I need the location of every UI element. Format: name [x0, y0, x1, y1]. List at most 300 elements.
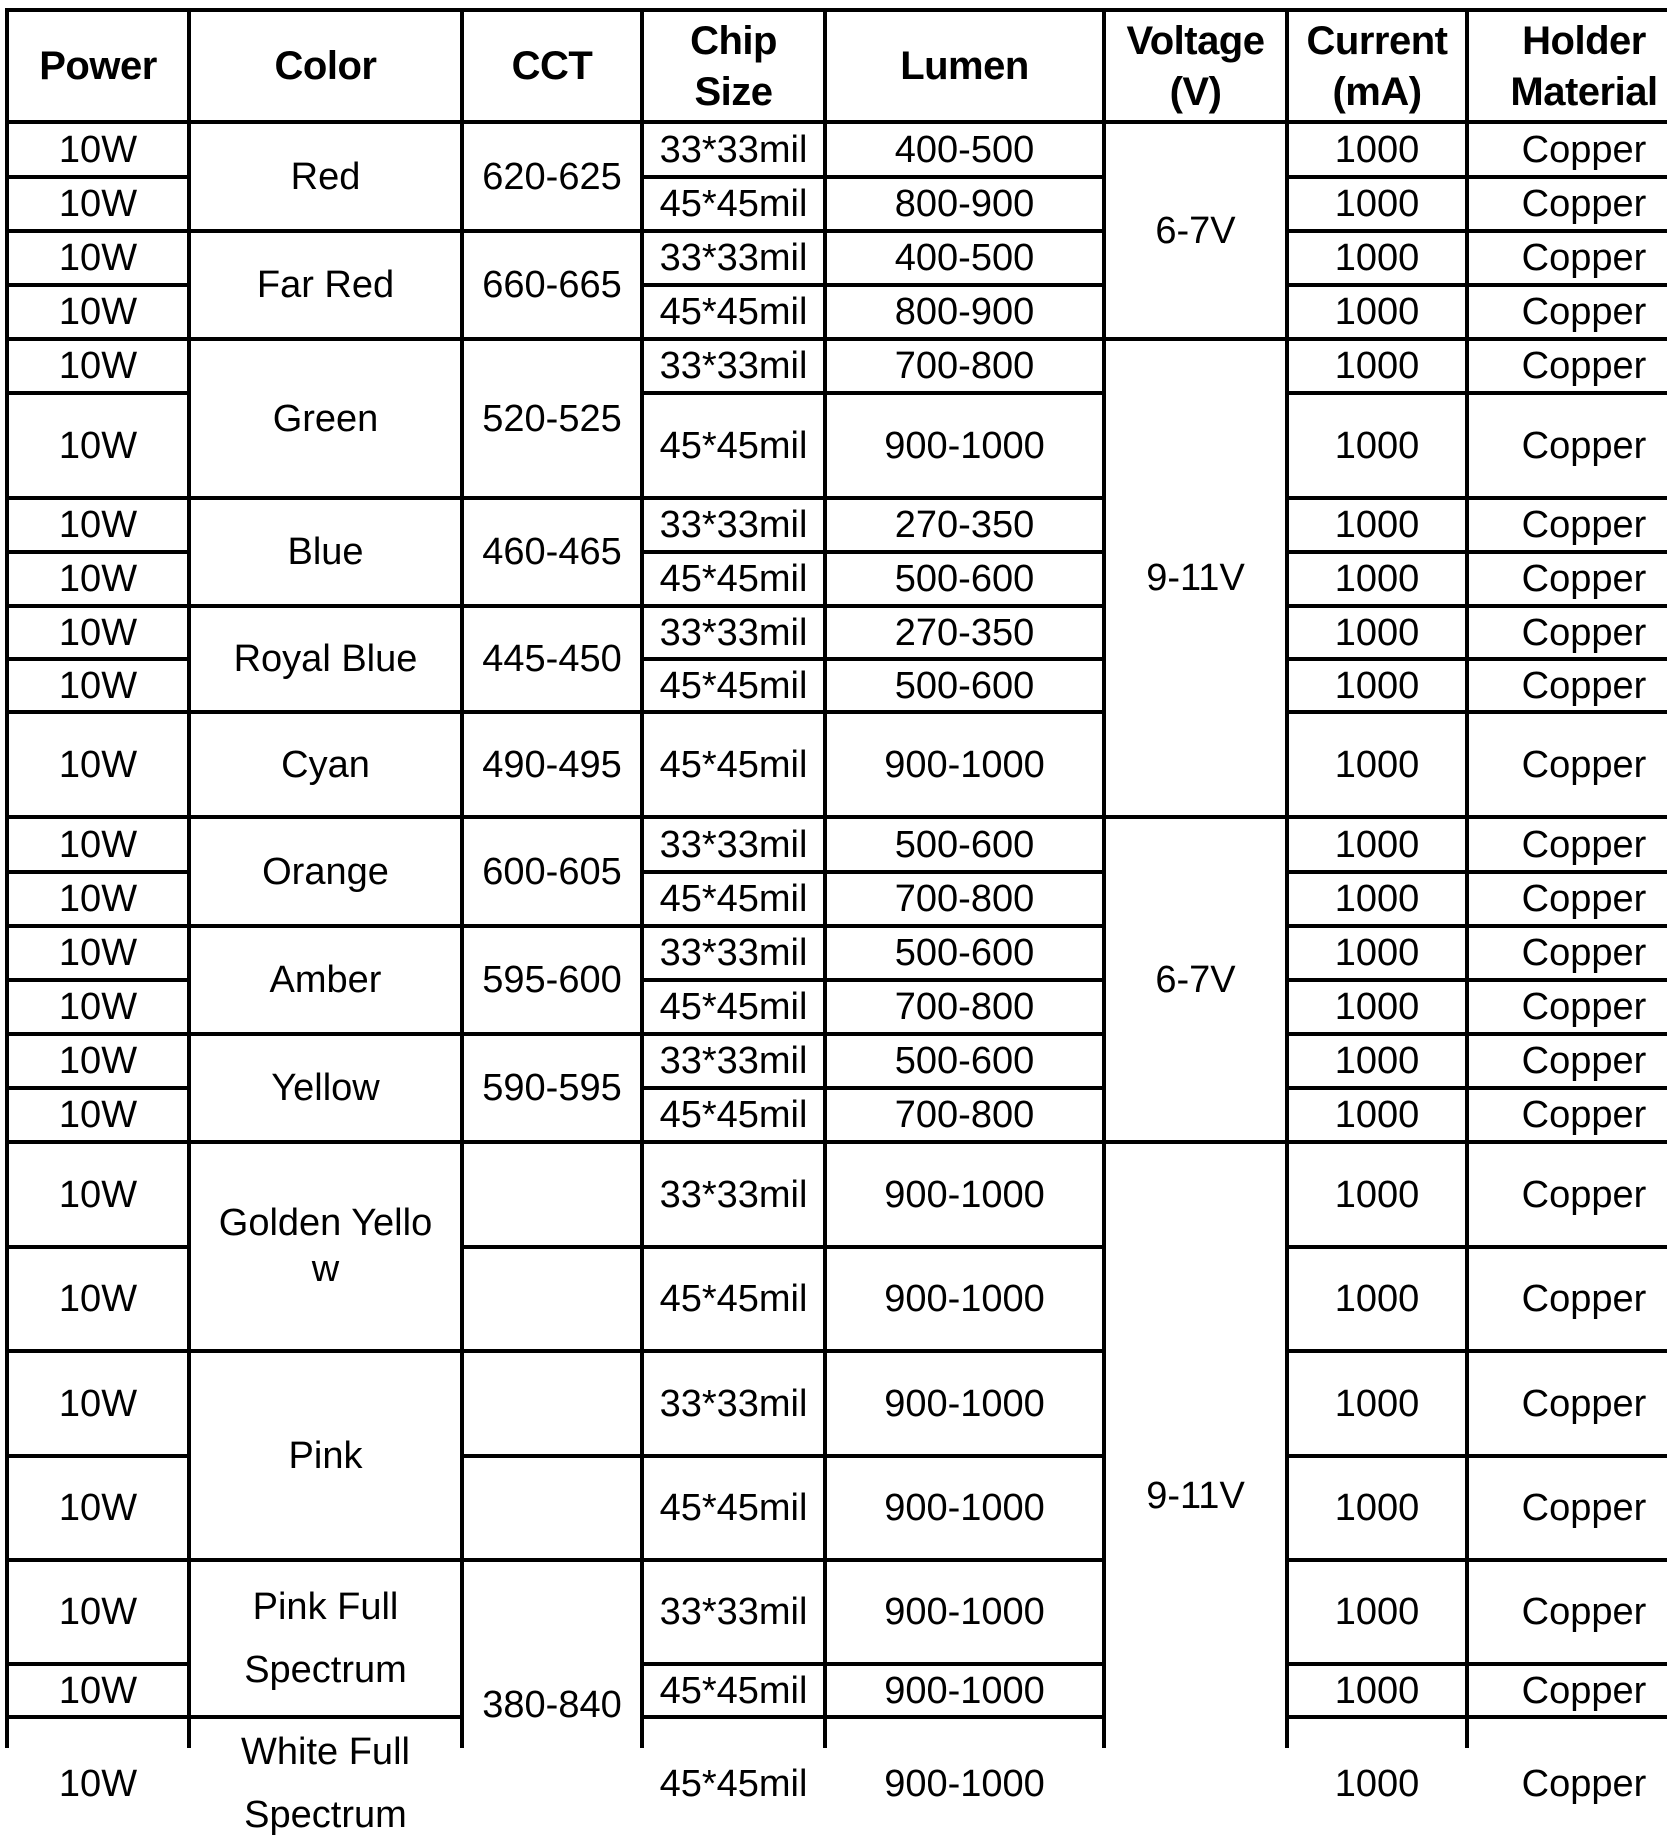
voltage-cell: [1106, 341, 1285, 815]
holder-material-cell-text: Copper: [1521, 1669, 1647, 1712]
color-cell: [191, 714, 460, 815]
color-cell: [191, 928, 460, 1032]
power-cell-text: 10W: [58, 932, 138, 975]
led-spec-table: [5, 8, 1667, 1836]
current-cell: [1289, 1144, 1465, 1245]
current-cell: [1289, 287, 1465, 337]
header-current-line1: Current: [1306, 18, 1448, 63]
power-cell: [9, 714, 187, 815]
current-cell-text: 1000: [1334, 878, 1420, 921]
voltage-cell-text: 6-7V: [1155, 958, 1236, 1001]
current-cell-text: 1000: [1334, 1040, 1420, 1083]
current-cell-text: 1000: [1334, 183, 1420, 226]
holder-material-cell: [1469, 714, 1671, 815]
lumen-cell: [827, 1562, 1102, 1662]
lumen-cell: [827, 874, 1102, 924]
power-cell: [9, 819, 187, 870]
holder-material-cell: [1469, 395, 1671, 496]
holder-material-cell-text: Copper: [1521, 823, 1647, 866]
holder-material-cell-text: Copper: [1521, 558, 1647, 601]
holder-material-cell: [1469, 500, 1671, 550]
power-cell: [9, 874, 187, 924]
lumen-cell: [827, 287, 1102, 337]
lumen-cell-text: 900-1000: [884, 1278, 1045, 1321]
lumen-cell-text: 700-800: [894, 878, 1035, 921]
holder-material-cell-text: Copper: [1521, 183, 1647, 226]
current-cell-text: 1000: [1334, 664, 1420, 707]
holder-material-cell: [1469, 608, 1671, 657]
holder-material-cell-text: Copper: [1521, 611, 1647, 654]
header-voltage-line2: (V): [1169, 70, 1222, 114]
color-cell: [191, 1353, 460, 1558]
lumen-cell-text: 800-900: [894, 183, 1035, 226]
power-cell-text: 10W: [58, 743, 138, 786]
power-cell-text: 10W: [58, 558, 138, 601]
holder-material-cell: [1469, 1666, 1671, 1715]
cct-cell-text: 460-465: [482, 531, 622, 574]
lumen-cell: [827, 982, 1102, 1032]
chip-size-cell-text: 45*45mil: [659, 291, 808, 334]
holder-material-cell-text: Copper: [1521, 1040, 1647, 1083]
cct-cell: [464, 124, 640, 229]
chip-size-cell-text: 33*33mil: [659, 1040, 808, 1083]
chip-size-cell: [644, 982, 823, 1032]
current-cell: [1289, 1458, 1465, 1558]
color-cell: [191, 1562, 460, 1715]
chip-size-cell-text: 45*45mil: [659, 424, 808, 467]
cct-cell-text: 490-495: [482, 743, 622, 786]
chip-size-cell: [644, 928, 823, 978]
current-cell-text: 1000: [1334, 424, 1420, 467]
voltage-cell: [1106, 1144, 1285, 1848]
holder-material-cell-text: Copper: [1521, 1173, 1647, 1216]
voltage-cell-text: 6-7V: [1155, 209, 1236, 252]
power-cell-text: 10W: [58, 986, 138, 1029]
header-voltage-line1: Voltage: [1126, 18, 1265, 63]
power-cell-text: 10W: [58, 1040, 138, 1083]
cct-cell-text: 380-840: [482, 1684, 622, 1727]
power-cell: [9, 341, 187, 391]
chip-size-cell-text: 33*33mil: [659, 1591, 808, 1634]
current-cell: [1289, 124, 1465, 175]
lumen-cell: [827, 608, 1102, 657]
current-cell: [1289, 714, 1465, 815]
holder-material-cell: [1469, 179, 1671, 229]
holder-material-cell-text: Copper: [1521, 878, 1647, 921]
current-cell-text: 1000: [1334, 504, 1420, 547]
color-cell-text: Amber: [269, 959, 382, 1002]
chip-size-cell: [644, 819, 823, 870]
chip-size-cell-text: 45*45mil: [659, 183, 808, 226]
cct-cell: [464, 1458, 640, 1558]
power-cell: [9, 1666, 187, 1715]
current-cell: [1289, 661, 1465, 710]
color-cell: [191, 1719, 460, 1848]
chip-size-cell-text: 33*33mil: [659, 932, 808, 975]
color-cell-text: Yellow: [271, 1067, 380, 1110]
current-cell-text: 1000: [1334, 237, 1420, 280]
header-voltage: [1106, 12, 1285, 120]
lumen-cell: [827, 395, 1102, 496]
holder-material-cell-text: Copper: [1521, 128, 1647, 171]
chip-size-cell: [644, 714, 823, 815]
chip-size-cell-text: 45*45mil: [659, 664, 808, 707]
current-cell-text: 1000: [1334, 1669, 1420, 1712]
holder-material-cell-text: Copper: [1521, 345, 1647, 388]
chip-size-cell-text: 45*45mil: [659, 743, 808, 786]
lumen-cell-text: 500-600: [894, 664, 1035, 707]
cct-cell: [464, 608, 640, 710]
chip-size-cell: [644, 608, 823, 657]
chip-size-cell: [644, 1719, 823, 1848]
power-cell: [9, 661, 187, 710]
header-color: [191, 12, 460, 120]
header-voltage-label: [1126, 16, 1264, 118]
holder-material-cell: [1469, 1144, 1671, 1245]
power-cell-text: 10W: [58, 291, 138, 334]
current-cell-text: 1000: [1334, 986, 1420, 1029]
lumen-cell: [827, 1353, 1102, 1454]
chip-size-cell-text: 45*45mil: [659, 1669, 808, 1712]
current-cell-text: 1000: [1334, 1591, 1420, 1634]
power-cell: [9, 554, 187, 604]
lumen-cell: [827, 1719, 1102, 1848]
holder-material-cell: [1469, 287, 1671, 337]
lumen-cell: [827, 1090, 1102, 1140]
chip-size-cell-text: 33*33mil: [659, 128, 808, 171]
color-cell-text: [241, 1721, 410, 1846]
current-cell: [1289, 1036, 1465, 1086]
cct-cell-text: 590-595: [482, 1067, 622, 1110]
current-cell: [1289, 554, 1465, 604]
holder-material-cell-text: Copper: [1521, 1094, 1647, 1137]
chip-size-cell-text: 45*45mil: [659, 1762, 808, 1805]
chip-size-cell: [644, 1249, 823, 1349]
current-cell: [1289, 1562, 1465, 1662]
current-cell: [1289, 1666, 1465, 1715]
power-cell: [9, 1144, 187, 1245]
holder-material-cell-text: Copper: [1521, 1762, 1647, 1805]
holder-material-cell-text: Copper: [1521, 1487, 1647, 1530]
power-cell-text: 10W: [58, 1094, 138, 1137]
power-cell-text: 10W: [58, 345, 138, 388]
header-chip-line2: Size: [694, 70, 773, 114]
cct-cell: [464, 714, 640, 815]
current-cell-text: 1000: [1334, 1278, 1420, 1321]
color-cell-line: Spectrum: [244, 1793, 407, 1836]
lumen-cell-text: 500-600: [894, 823, 1035, 866]
lumen-cell: [827, 661, 1102, 710]
power-cell: [9, 982, 187, 1032]
chip-size-cell: [644, 874, 823, 924]
lumen-cell-text: 900-1000: [884, 1487, 1045, 1530]
power-cell-text: 10W: [58, 664, 138, 707]
lumen-cell: [827, 714, 1102, 815]
power-cell: [9, 1562, 187, 1662]
power-cell-text: 10W: [58, 1382, 138, 1425]
current-cell-text: 1000: [1334, 611, 1420, 654]
chip-size-cell: [644, 500, 823, 550]
header-holder-material: [1469, 12, 1671, 120]
lumen-cell-text: 500-600: [894, 932, 1035, 975]
current-cell-text: 1000: [1334, 291, 1420, 334]
cct-cell-text: 595-600: [482, 959, 622, 1002]
chip-size-cell-text: 33*33mil: [659, 504, 808, 547]
power-cell-text: 10W: [58, 1591, 138, 1634]
power-cell: [9, 287, 187, 337]
chip-size-cell: [644, 179, 823, 229]
chip-size-cell-text: 45*45mil: [659, 986, 808, 1029]
power-cell-text: 10W: [58, 237, 138, 280]
lumen-cell: [827, 819, 1102, 870]
chip-size-cell: [644, 1144, 823, 1245]
chip-size-cell: [644, 1090, 823, 1140]
current-cell-text: 1000: [1334, 1762, 1420, 1805]
header-current: [1289, 12, 1465, 120]
voltage-cell-text: 9-11V: [1146, 557, 1245, 600]
header-power-label: Power: [39, 44, 157, 89]
chip-size-cell: [644, 341, 823, 391]
current-cell: [1289, 874, 1465, 924]
color-cell: [191, 1144, 460, 1349]
header-power: [9, 12, 187, 120]
cct-cell-text: 600-605: [482, 850, 622, 893]
holder-material-cell: [1469, 341, 1671, 391]
current-cell-text: 1000: [1334, 1382, 1420, 1425]
power-cell-text: 10W: [58, 1487, 138, 1530]
lumen-cell: [827, 1666, 1102, 1715]
current-cell: [1289, 819, 1465, 870]
chip-size-cell: [644, 1353, 823, 1454]
lumen-cell-text: 400-500: [894, 128, 1035, 171]
lumen-cell-text: 900-1000: [884, 424, 1045, 467]
holder-material-cell: [1469, 819, 1671, 870]
holder-material-cell: [1469, 874, 1671, 924]
color-cell: [191, 1036, 460, 1140]
current-cell: [1289, 179, 1465, 229]
current-cell: [1289, 928, 1465, 978]
lumen-cell-text: 500-600: [894, 558, 1035, 601]
header-chip-size-label: [690, 16, 777, 118]
current-cell: [1289, 1719, 1465, 1848]
lumen-cell-text: 270-350: [894, 504, 1035, 547]
color-cell-line: w: [311, 1247, 340, 1290]
lumen-cell: [827, 500, 1102, 550]
power-cell: [9, 233, 187, 283]
lumen-cell-text: 500-600: [894, 1040, 1035, 1083]
power-cell: [9, 1719, 187, 1848]
holder-material-cell-text: Copper: [1521, 1382, 1647, 1425]
lumen-cell: [827, 233, 1102, 283]
lumen-cell: [827, 928, 1102, 978]
header-lumen: [827, 12, 1102, 120]
power-cell-text: 10W: [58, 1669, 138, 1712]
lumen-cell-text: 700-800: [894, 1094, 1035, 1137]
power-cell-text: 10W: [58, 424, 138, 467]
lumen-cell-text: 900-1000: [884, 1173, 1045, 1216]
holder-material-cell-text: Copper: [1521, 424, 1647, 467]
lumen-cell: [827, 1458, 1102, 1558]
current-cell: [1289, 1353, 1465, 1454]
header-chip-line1: Chip: [690, 18, 777, 63]
header-cct-label: CCT: [511, 44, 593, 89]
chip-size-cell: [644, 233, 823, 283]
color-cell-text: Cyan: [281, 743, 370, 786]
holder-material-cell: [1469, 1458, 1671, 1558]
lumen-cell: [827, 554, 1102, 604]
color-cell: [191, 608, 460, 710]
holder-material-cell-text: Copper: [1521, 1278, 1647, 1321]
cct-cell: [464, 1144, 640, 1245]
current-cell-text: 1000: [1334, 128, 1420, 171]
cct-cell: [464, 233, 640, 337]
holder-material-cell: [1469, 124, 1671, 175]
current-cell: [1289, 500, 1465, 550]
power-cell-text: 10W: [58, 504, 138, 547]
lumen-cell-text: 900-1000: [884, 743, 1045, 786]
holder-material-cell: [1469, 1090, 1671, 1140]
color-cell-line: White Full: [241, 1730, 410, 1773]
header-current-label: [1307, 16, 1448, 118]
header-holder-line2: Material: [1510, 70, 1658, 114]
chip-size-cell: [644, 124, 823, 175]
holder-material-cell-text: Copper: [1521, 664, 1647, 707]
color-cell: [191, 124, 460, 229]
chip-size-cell-text: 33*33mil: [659, 1382, 808, 1425]
power-cell: [9, 1036, 187, 1086]
power-cell-text: 10W: [58, 183, 138, 226]
power-cell: [9, 1353, 187, 1454]
holder-material-cell-text: Copper: [1521, 504, 1647, 547]
header-cct: [464, 12, 640, 120]
cct-cell-text: 660-665: [482, 264, 622, 307]
current-cell-text: 1000: [1334, 932, 1420, 975]
chip-size-cell: [644, 661, 823, 710]
color-cell: [191, 233, 460, 337]
color-cell: [191, 500, 460, 604]
lumen-cell-text: 900-1000: [884, 1591, 1045, 1634]
color-cell-text: [244, 1576, 407, 1701]
cct-cell: [464, 819, 640, 924]
voltage-cell-text: 9-11V: [1146, 1475, 1245, 1518]
power-cell: [9, 179, 187, 229]
lumen-cell: [827, 1249, 1102, 1349]
holder-material-cell-text: Copper: [1521, 237, 1647, 280]
cct-cell: [464, 341, 640, 496]
power-cell: [9, 124, 187, 175]
lumen-cell: [827, 341, 1102, 391]
power-cell-text: 10W: [58, 128, 138, 171]
holder-material-cell: [1469, 982, 1671, 1032]
lumen-cell: [827, 124, 1102, 175]
power-cell: [9, 395, 187, 496]
chip-size-cell-text: 33*33mil: [659, 345, 808, 388]
chip-size-cell-text: 33*33mil: [659, 611, 808, 654]
current-cell: [1289, 608, 1465, 657]
color-cell-line: Pink Full: [252, 1585, 399, 1628]
current-cell-text: 1000: [1334, 558, 1420, 601]
lumen-cell: [827, 179, 1102, 229]
chip-size-cell: [644, 1036, 823, 1086]
holder-material-cell: [1469, 1353, 1671, 1454]
chip-size-cell: [644, 395, 823, 496]
power-cell: [9, 608, 187, 657]
color-cell-text: Green: [272, 397, 379, 440]
current-cell-text: 1000: [1334, 1173, 1420, 1216]
cct-cell: [464, 1249, 640, 1349]
lumen-cell: [827, 1036, 1102, 1086]
cct-cell-text: 445-450: [482, 638, 622, 681]
header-lumen-label: Lumen: [900, 44, 1029, 89]
lumen-cell-text: 900-1000: [884, 1669, 1045, 1712]
color-cell-text: Royal Blue: [233, 638, 418, 681]
holder-material-cell: [1469, 1719, 1671, 1848]
chip-size-cell-text: 33*33mil: [659, 823, 808, 866]
color-cell-line: Spectrum: [244, 1648, 407, 1691]
power-cell: [9, 928, 187, 978]
lumen-cell-text: 400-500: [894, 237, 1035, 280]
chip-size-cell-text: 45*45mil: [659, 878, 808, 921]
lumen-cell: [827, 1144, 1102, 1245]
chip-size-cell: [644, 1458, 823, 1558]
power-cell-text: 10W: [58, 1278, 138, 1321]
chip-size-cell: [644, 1666, 823, 1715]
color-cell-line: Golden Yello: [218, 1201, 433, 1244]
voltage-cell: [1106, 819, 1285, 1140]
chip-size-cell-text: 33*33mil: [659, 237, 808, 280]
chip-size-cell-text: 45*45mil: [659, 1094, 808, 1137]
cct-cell-text: 620-625: [482, 155, 622, 198]
chip-size-cell-text: 45*45mil: [659, 558, 808, 601]
header-holder-label: [1510, 16, 1657, 118]
header-current-line2: (mA): [1332, 70, 1422, 114]
holder-material-cell-text: Copper: [1521, 743, 1647, 786]
current-cell: [1289, 1249, 1465, 1349]
chip-size-cell: [644, 1562, 823, 1662]
chip-size-cell: [644, 287, 823, 337]
power-cell: [9, 1249, 187, 1349]
current-cell-text: 1000: [1334, 743, 1420, 786]
lumen-cell-text: 900-1000: [884, 1762, 1045, 1805]
header-holder-line1: Holder: [1522, 18, 1646, 63]
power-cell: [9, 1458, 187, 1558]
power-cell-text: 10W: [58, 1173, 138, 1216]
chip-size-cell-text: 33*33mil: [659, 1173, 808, 1216]
holder-material-cell-text: Copper: [1521, 986, 1647, 1029]
power-cell-text: 10W: [58, 611, 138, 654]
holder-material-cell: [1469, 1249, 1671, 1349]
cct-cell: [464, 1353, 640, 1454]
lumen-cell-text: 900-1000: [884, 1382, 1045, 1425]
chip-size-cell-text: 45*45mil: [659, 1487, 808, 1530]
color-cell-text: Pink: [288, 1434, 363, 1477]
color-cell-text: Orange: [262, 850, 389, 893]
current-cell: [1289, 233, 1465, 283]
power-cell-text: 10W: [58, 823, 138, 866]
current-cell: [1289, 1090, 1465, 1140]
header-chip-size: [644, 12, 823, 120]
holder-material-cell-text: Copper: [1521, 932, 1647, 975]
color-cell-text: Far Red: [256, 264, 395, 307]
cct-cell-text: 520-525: [482, 397, 622, 440]
lumen-cell-text: 270-350: [894, 611, 1035, 654]
cct-cell: [464, 1562, 640, 1848]
power-cell-text: 10W: [58, 878, 138, 921]
color-cell: [191, 341, 460, 496]
current-cell-text: 1000: [1334, 1094, 1420, 1137]
current-cell-text: 1000: [1334, 345, 1420, 388]
holder-material-cell-text: Copper: [1521, 1591, 1647, 1634]
